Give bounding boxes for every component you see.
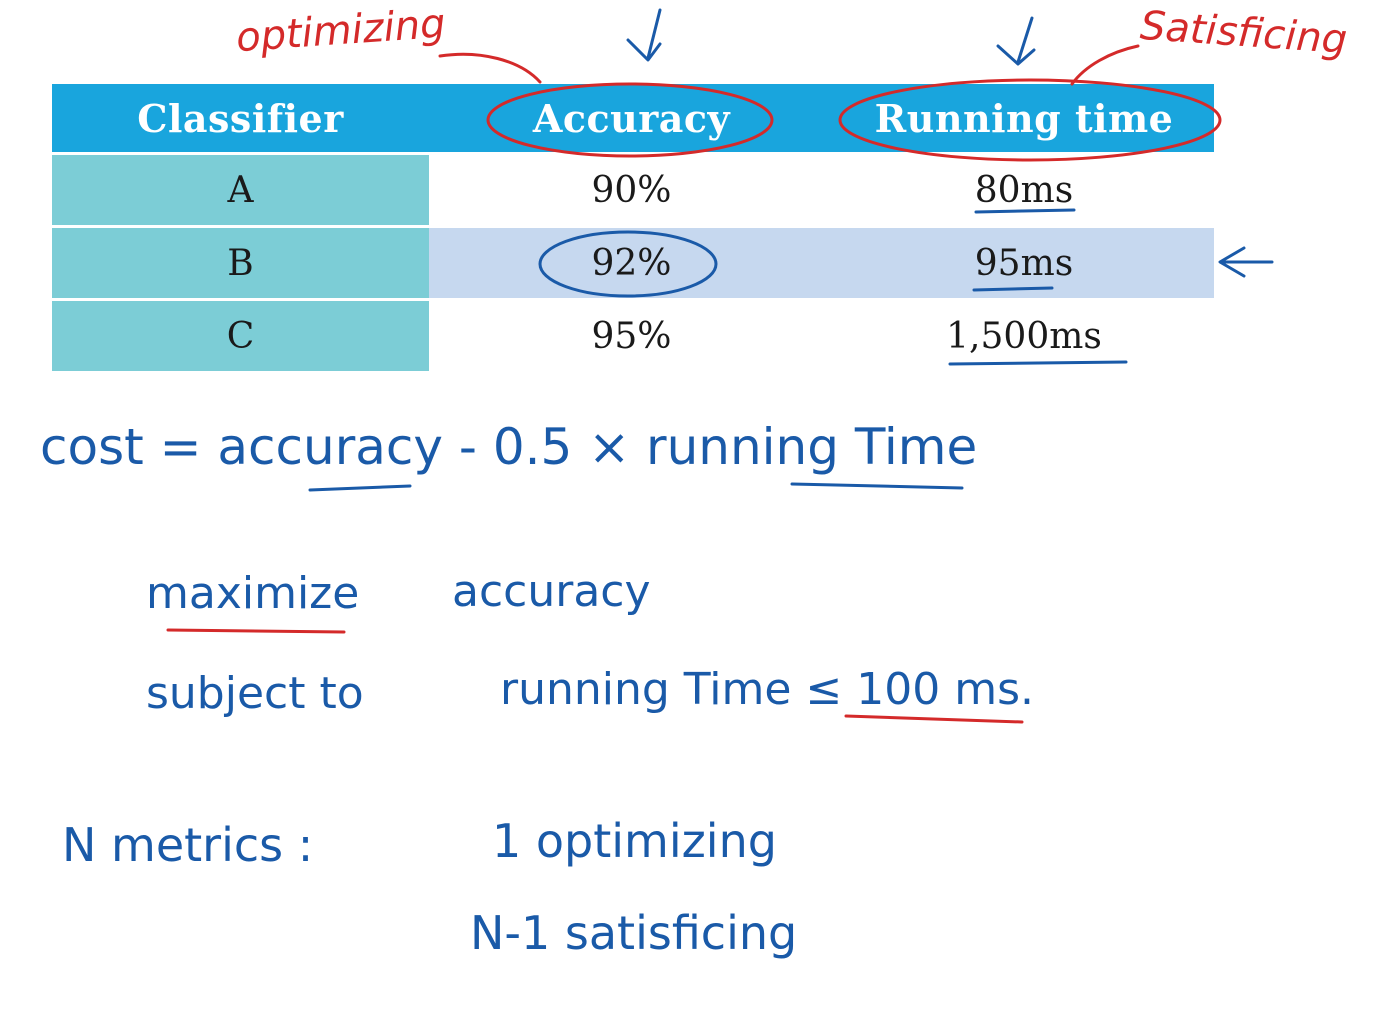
cost-formula: cost = accuracy - 0.5 × running Time	[40, 418, 978, 476]
header-accuracy: Accuracy	[429, 84, 834, 152]
table-header-row	[52, 84, 1214, 152]
optimizing-annotation: optimizing	[234, 0, 447, 62]
running-time-down-arrow-icon	[998, 18, 1034, 64]
maximize-target: accuracy	[452, 566, 651, 617]
running-time-value: 1,500ms	[834, 298, 1214, 371]
underline-accuracy	[310, 486, 410, 490]
n-metrics-label: N metrics :	[62, 818, 314, 872]
underline-maximize	[168, 630, 344, 632]
table-row	[52, 298, 1214, 371]
classifier-name: A	[52, 152, 429, 225]
optimizing-leader-line	[440, 54, 540, 82]
constraint-expression: running Time ≤ 100 ms.	[500, 664, 1035, 715]
n-minus-one-satisficing-label: N-1 satisficing	[470, 906, 798, 960]
header-classifier: Classifier	[52, 84, 429, 152]
satisficing-leader-line	[1072, 46, 1138, 84]
accuracy-value: 92%	[429, 225, 834, 298]
satisficing-annotation: Satisficing	[1138, 2, 1349, 64]
running-time-value: 95ms	[834, 225, 1214, 298]
classifier-name: B	[52, 225, 429, 298]
table-row-highlighted	[52, 225, 1214, 298]
maximize-word: maximize	[146, 568, 360, 619]
row-b-pointer-arrow-icon	[1220, 248, 1272, 276]
accuracy-value: 90%	[429, 152, 834, 225]
classifier-metrics-table	[52, 84, 1214, 371]
classifier-name: C	[52, 298, 429, 371]
subject-to-word: subject to	[146, 668, 364, 719]
accuracy-value: 95%	[429, 298, 834, 371]
running-time-value: 80ms	[834, 152, 1214, 225]
underline-running-time	[792, 484, 962, 488]
underline-100ms	[846, 716, 1022, 722]
table-row	[52, 152, 1214, 225]
accuracy-down-arrow-icon	[628, 10, 660, 60]
one-optimizing-label: 1 optimizing	[492, 814, 777, 868]
header-running-time: Running time	[834, 84, 1214, 152]
